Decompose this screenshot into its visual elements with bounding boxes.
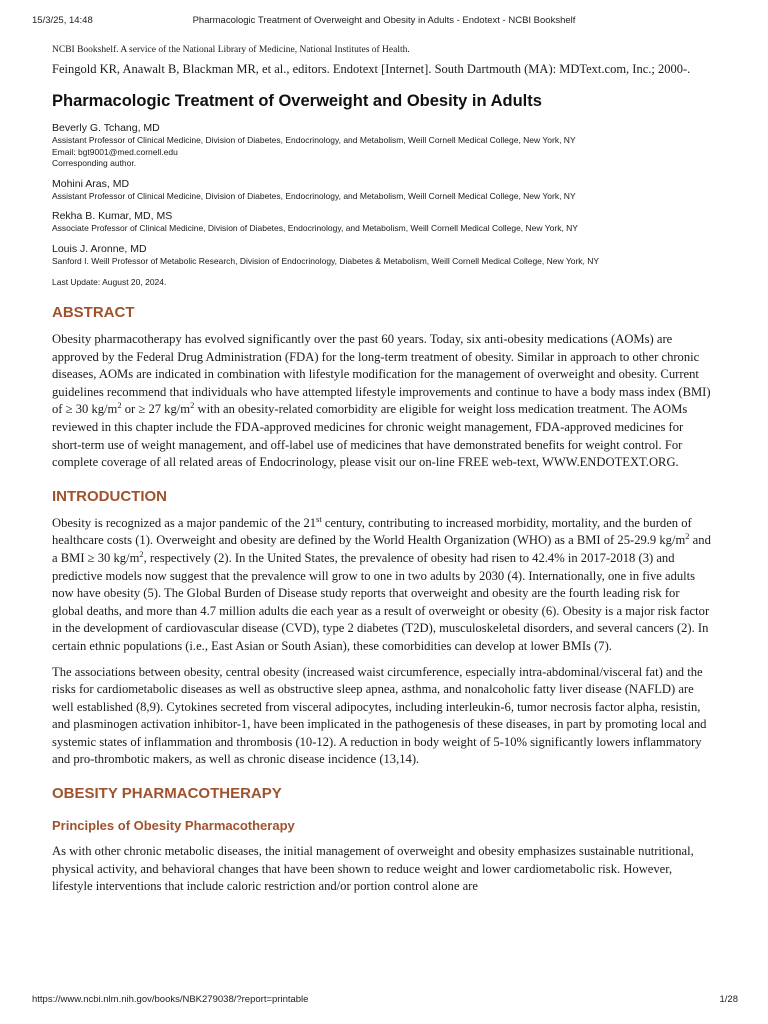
author-name: Mohini Aras, MD xyxy=(52,177,130,190)
page-number: 1/28 xyxy=(719,994,738,1005)
author-name: Louis J. Aronne, MD xyxy=(52,242,147,255)
author-block xyxy=(52,242,712,268)
author-affiliation: Sanford I. Weill Professor of Metabolic Research, Division of Endocrinology, Diabetes & Metabolism, Weill Cornell Medical College, New York, NY xyxy=(52,255,600,266)
print-page-title: Pharmacologic Treatment of Overweight and Obesity in Adults - Endotext - NCBI Bookshelf xyxy=(192,15,576,26)
author-affiliation: Associate Professor of Clinical Medicine, Division of Diabetes, Endocrinology, and Metabolism, Weill Cornell Medical College, New York, NY xyxy=(52,223,578,233)
page-title: Pharmacologic Treatment of Overweight and Obesity in Adults xyxy=(52,92,542,110)
citation: Feingold KR, Anawalt B, Blackman MR, et al., editors. Endotext [Internet]. South Dartmouth (MA): MDText.com, Inc.; 2000-. xyxy=(52,62,691,76)
introduction-heading: INTRODUCTION xyxy=(52,487,167,505)
author-block xyxy=(52,121,712,170)
author-affiliation: Assistant Professor of Clinical Medicine, Division of Diabetes, Endocrinology, and Metabolism, Weill Cornell Medical College, New York, NY xyxy=(52,190,576,201)
pharmacotherapy-heading: OBESITY PHARMACOTHERAPY xyxy=(52,785,282,803)
document-content xyxy=(52,40,712,904)
print-header xyxy=(0,0,768,30)
author-name: Beverly G. Tchang, MD xyxy=(52,122,160,134)
abstract-paragraph: Obesity pharmacotherapy has evolved significantly over the past 60 years. Today, six anti-obesity medications (AOMs) are approved by the Federal Drug Administration (FDA) for the long-term treatment of obesity. Similar in approach to other chronic diseases, AOMs are indicated in combination with lifestyle modification for the management of overweight and obesity. Current guidelines recommend that individuals who have attempted lifestyle improvements and continue to have a body mass index (BMI) of ≥ 30 $kg/m^2$ or ≥ 27 $kg/m^2$ with an obesity-related comorbidity are eligible for weight loss medication treatment. The AOMs reviewed in this chapter include the FDA-approved medicines for chronic weight management, FDA-approved medicines for short-term use of weight management, and off-label use of medicines that have demonstrated benefits for weight control. For complete coverage of all related areas of Endocrinology, please visit our on-line FREE web-text, WWW.ENDOTEXT.ORG. xyxy=(52,332,711,470)
author-block xyxy=(52,177,712,203)
print-date: 15/3/25, 14:48 xyxy=(32,15,93,26)
page-url: https://www.ncbi.nlm.nih.gov/books/NBK279038/?report=printable xyxy=(32,994,309,1005)
introduction-paragraph-1: Obesity is recognized as a major pandemic of the 21st century, contributing to increased morbidity, mortality, and the burden of healthcare costs (1). Overweight and obesity are defined by the World Health Organization (WHO) as a BMI of 25-29.9 $kg/m^2$ and a BMI ≥ 30 $kg/m^2$, respectively (2). In the United States, the prevalence of obesity had risen to 42.4% in 2017-2018 (3) and predictive models now suggest that the prevalence will grow to one in two adults by 2030 (4). Internationally, one in five adults now have obesity (5). The Global Burden of Disease study reports that overweight and obesity are the fourth leading risk for global deaths, and more than 4.7 million adults die each year as a result of overweight or obesity (6). Obesity is a major risk factor in the development of cardiovascular disease (CVD), type 2 diabetes (T2D), musculoskeletal disorders, and several cancers (2). In certain ethnic populations (i.e., East Asian or South Asian), these comorbidities can develop at lower BMIs (7). xyxy=(52,513,711,653)
author-affiliation: Assistant Professor of Clinical Medicine, Division of Diabetes, Endocrinology, and Metabolism, Weill Cornell Medical College, New York, NY xyxy=(52,135,576,145)
last-update: Last Update: August 20, 2024. xyxy=(52,277,167,287)
bookshelf-note: NCBI Bookshelf. A service of the National Library of Medicine, National Institutes of Health. xyxy=(52,45,410,55)
principles-subheading: Principles of Obesity Pharmacotherapy xyxy=(52,818,295,834)
corresponding-author-note: Corresponding author. xyxy=(52,158,137,168)
author-name: Rekha B. Kumar, MD, MS xyxy=(52,210,173,222)
author-block xyxy=(52,209,712,235)
principles-paragraph: As with other chronic metabolic diseases, the initial management of overweight and obesity emphasizes sustainable nutritional, physical activity, and behavioral changes that have been shown to reduce weight and lower cardiometabolic risk. However, lifestyle interventions that include caloric restriction and/or portion control alone are xyxy=(52,844,694,894)
introduction-paragraph-2: The associations between obesity, central obesity (increased waist circumference, especially intra-abdominal/visceral fat) and the risks for cardiometabolic diseases as well as obstructive sleep apnea, asthma, and nonalcoholic fatty liver disease (NAFLD) are well established (8,9). Cytokines secreted from visceral adipocytes, including interleukin-6, tumor necrosis factor alpha, resistin, and plasminogen activation inhibitor-1, have been implicated in the pathogenesis of these diseases, in part by promoting local and systemic states of inflammation and thrombosis (10-12). A reduction in body weight of 5-10% significantly lowers inflammatory and pro-thrombotic makers, as well as chronic disease incidence (13,14). xyxy=(52,664,707,767)
author-email[interactable]: Email: bgt9001@med.cornell.edu xyxy=(52,146,178,157)
abstract-heading: ABSTRACT xyxy=(52,304,135,321)
